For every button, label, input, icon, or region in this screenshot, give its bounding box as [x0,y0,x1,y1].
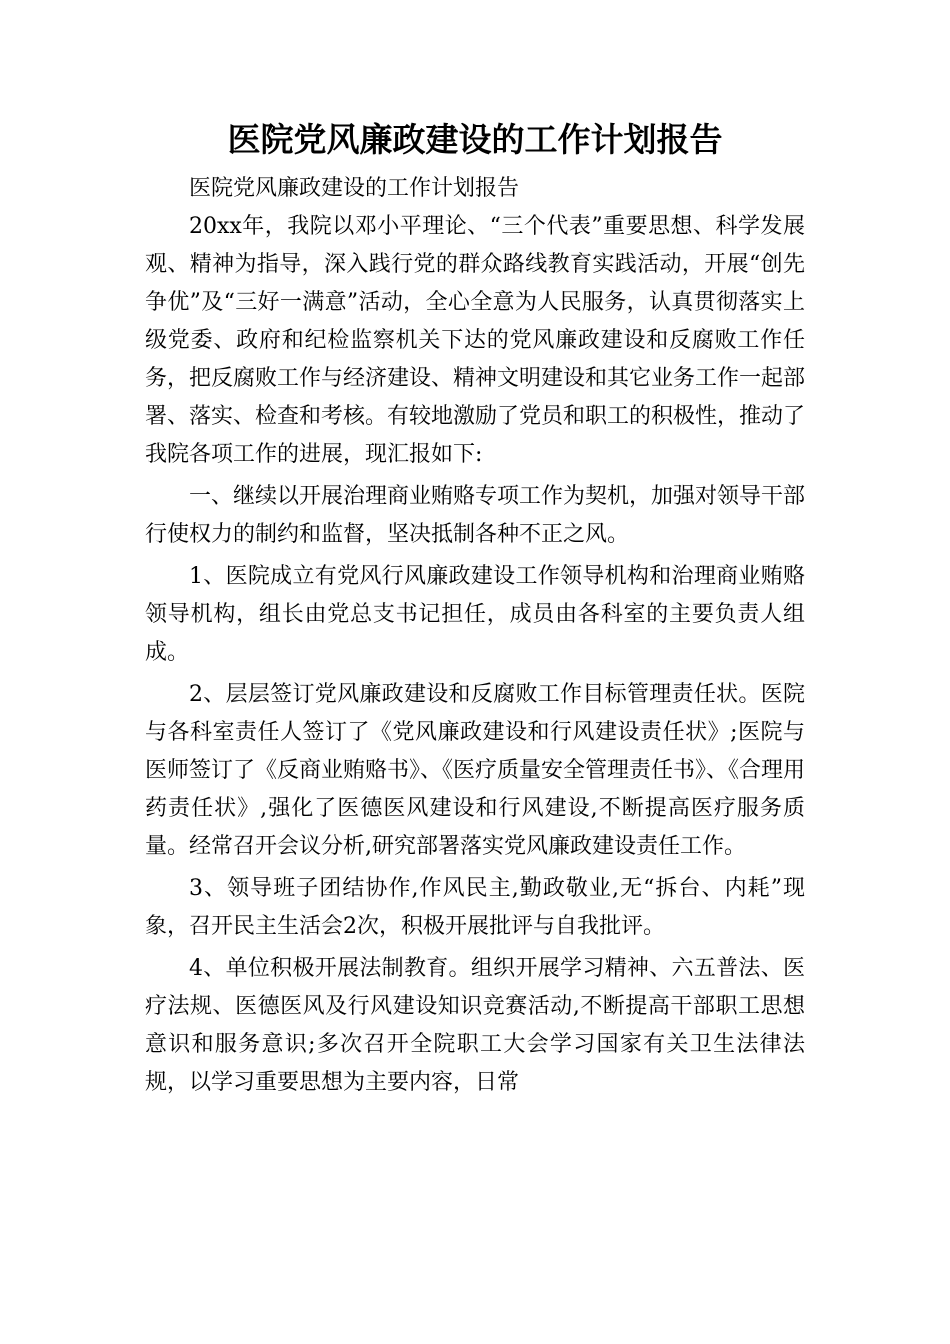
paragraph-intro: 20xx年，我院以邓小平理论、“三个代表”重要思想、科学发展观、精神为指导，深入践行党的群众路线教育实践活动，开展“创先争优”及“三好一满意”活动，全心全意为人民服务，认真贯彻落实上级党委、政府和纪检监察机关下达的党风廉政建设和反腐败工作任务，把反腐败工作与经济建设、精神文明建设和其它业务工作一起部署、落实、检查和考核。有较地激励了党员和职工的积极性，推动了我院各项工作的进展，现汇报如下: [145,214,806,467]
paragraph-subtitle: 医院党风廉政建设的工作计划报告 [189,176,520,201]
paragraph-item-3: 3、领导班子团结协作,作风民主,勤政敬业,无“拆台、内耗”现象，召开民主生活会2次，积极开展批评与自我批评。 [145,876,805,939]
paragraph-item-1: 1、医院成立有党风行风廉政建设工作领导机构和治理商业贿赂领导机构，组长由党总支书记担任，成员由各科室的主要负责人组成。 [145,564,805,665]
document-body [145,170,805,1102]
paragraph-item-4: 4、单位积极开展法制教育。组织开展学习精神、六五普法、医疗法规、医德医风及行风建设知识竞赛活动,不断提高干部职工思想意识和服务意识;多次召开全院职工大会学习国家有关卫生法律法规，以学习重要思想为主要内容，日常 [145,956,805,1095]
paragraph-section-1: 一、继续以开展治理商业贿赂专项工作为契机，加强对领导干部行使权力的制约和监督，坚决抵制各种不正之风。 [145,484,806,547]
document-title: 医院党风廉政建设的工作计划报告 [227,120,723,159]
paragraph-item-2: 2、层层签订党风廉政建设和反腐败工作目标管理责任状。医院与各科室责任人签订了《党风廉政建设和行风建设责任状》;医院与医师签订了《反商业贿赂书》、《医疗质量安全管理责任书》、《合理用药责任状》,强化了医德医风建设和行风建设,不断提高医疗服务质量。经常召开会议分析,研究部署落实党风廉政建设责任工作。 [145,682,806,859]
